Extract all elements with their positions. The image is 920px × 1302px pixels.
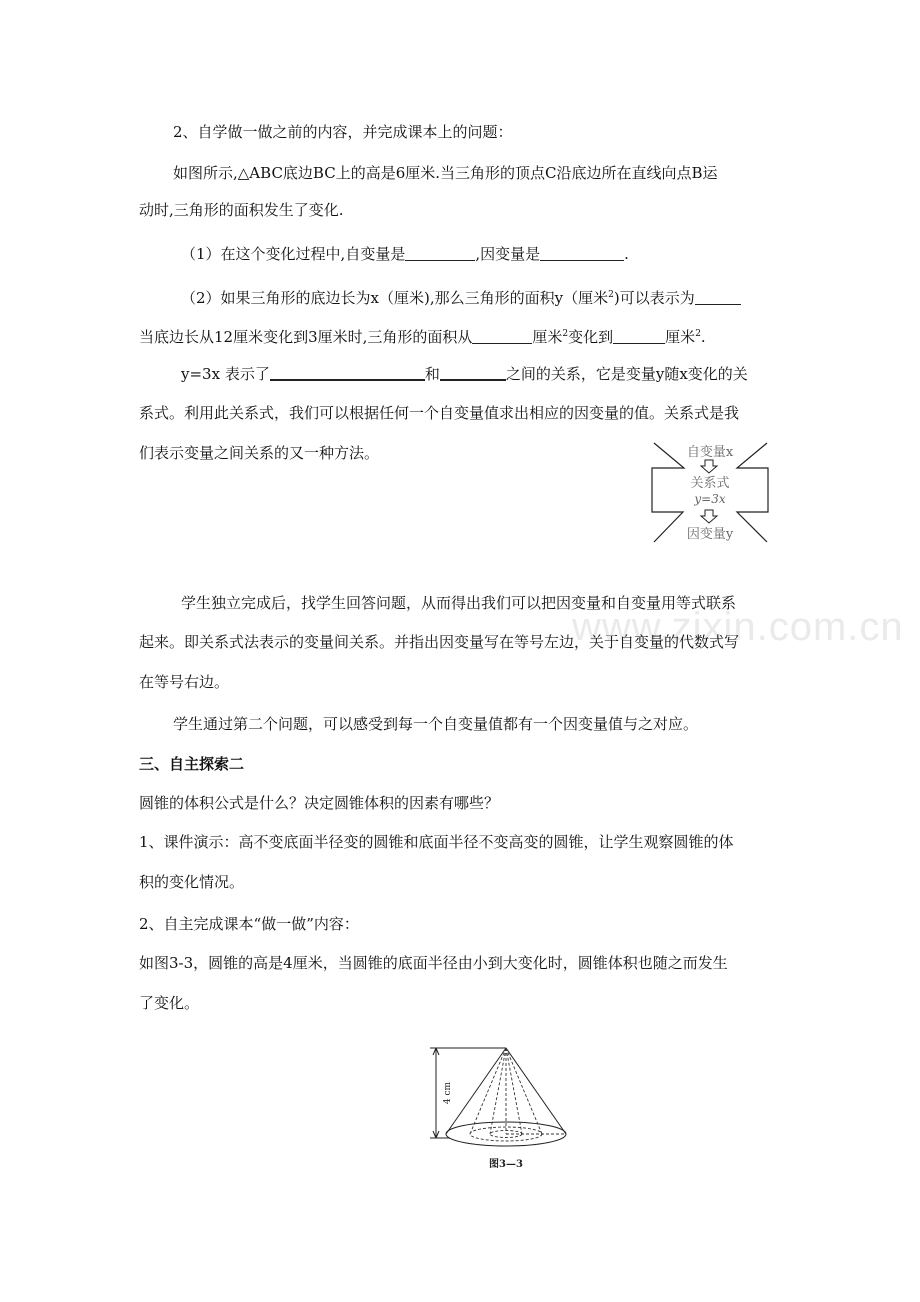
superscript: 2 <box>562 329 569 339</box>
question-text: （2）如果三角形的底边长为x（厘米),那么三角形的面积y（厘米 <box>181 289 609 307</box>
superscript: 2 <box>695 329 701 339</box>
list-item: 1、课件演示：高不变底面半径变的圆锥和底面半径不变高变的圆锥，让学生观察圆锥的体 <box>139 833 734 851</box>
question-text: ,因变量是 <box>475 245 541 263</box>
figure-description: 如图3-3，圆锥的高是4厘米，当圆锥的底面半径由小到大变化时，圆锥体积也随之而发生 <box>139 954 728 972</box>
answer-blank[interactable] <box>613 329 665 344</box>
paragraph: 起来。即关系式法表示的变量间关系。并指出因变量写在等号左边，关于自变量的代数式写 <box>139 633 740 651</box>
relation-text: 们表示变量之间关系的又一种方法。 <box>139 444 380 462</box>
list-item: 积的变化情况。 <box>139 873 245 891</box>
down-arrow-icon <box>701 510 717 523</box>
paragraph: 学生独立完成后，找学生回答问题，从而得出我们可以把因变量和自变量用等式联系 <box>181 594 737 612</box>
problem-text: 如图所示,△ABC底边BC上的高是6厘米.当三角形的顶点C沿底边所在直线向点B运 <box>173 164 718 182</box>
answer-blank[interactable] <box>695 290 741 305</box>
diagram-formula: y=3x <box>694 492 726 506</box>
diagram-label-dependent: 因变量y <box>686 527 734 542</box>
figure-caption: 图3—3 <box>489 1159 523 1170</box>
paragraph: 在等号右边。 <box>139 673 230 691</box>
paragraph: 学生通过第二个问题，可以感受到每一个自变量值都有一个因变量值与之对应。 <box>173 715 699 733</box>
question-text: . <box>624 245 629 263</box>
question-2 <box>181 285 741 308</box>
question-text: 厘米 <box>665 328 696 346</box>
superscript: 2 <box>608 290 614 300</box>
relation-text-part: 之间的关系，它是变量y随x变化的关 <box>505 365 748 383</box>
section-heading: 2、自学做一做之前的内容，并完成课本上的问题： <box>173 123 513 141</box>
answer-blank[interactable] <box>472 329 532 344</box>
relation-text-part: y=3x 表示了 <box>181 365 270 383</box>
question-2-continued <box>139 324 706 347</box>
problem-text: 动时,三角形的面积发生了变化. <box>139 201 344 219</box>
watermark: www.zixin.com.cn <box>572 605 904 649</box>
question-1 <box>181 244 629 264</box>
question-text: 当底边长从12厘米变化到3厘米时,三角形的面积从 <box>139 328 473 346</box>
relation-diagram <box>640 438 780 548</box>
relation-text-part: 和 <box>424 365 440 383</box>
list-item: 2、自主完成课本“做一做”内容： <box>139 915 359 933</box>
section-heading: 三、自主探索二 <box>139 755 245 773</box>
height-label: 4 cm <box>443 1081 453 1105</box>
relation-text: 系式。利用此关系式，我们可以根据任何一个自变量值求出相应的因变量的值。关系式是我 <box>139 404 740 422</box>
question-text: )可以表示为 <box>613 289 695 307</box>
answer-blank[interactable] <box>405 246 475 261</box>
question-text: . <box>700 328 706 346</box>
answer-blank[interactable] <box>270 365 425 381</box>
relation-text <box>181 364 748 384</box>
answer-blank[interactable] <box>440 365 506 381</box>
answer-blank[interactable] <box>540 246 624 261</box>
down-arrow-icon <box>701 460 717 473</box>
diagram-label-relation: 关系式 <box>690 476 730 491</box>
question-text: 厘米 <box>532 328 563 346</box>
cone-figure <box>420 1040 580 1175</box>
diagram-label-independent: 自变量x <box>686 445 734 460</box>
question-text: 圆锥的体积公式是什么？决定圆锥体积的因素有哪些？ <box>139 794 500 812</box>
figure-description: 了变化。 <box>139 994 200 1012</box>
question-text: 变化到 <box>568 328 614 346</box>
question-text: （1）在这个变化过程中,自变量是 <box>181 245 406 263</box>
